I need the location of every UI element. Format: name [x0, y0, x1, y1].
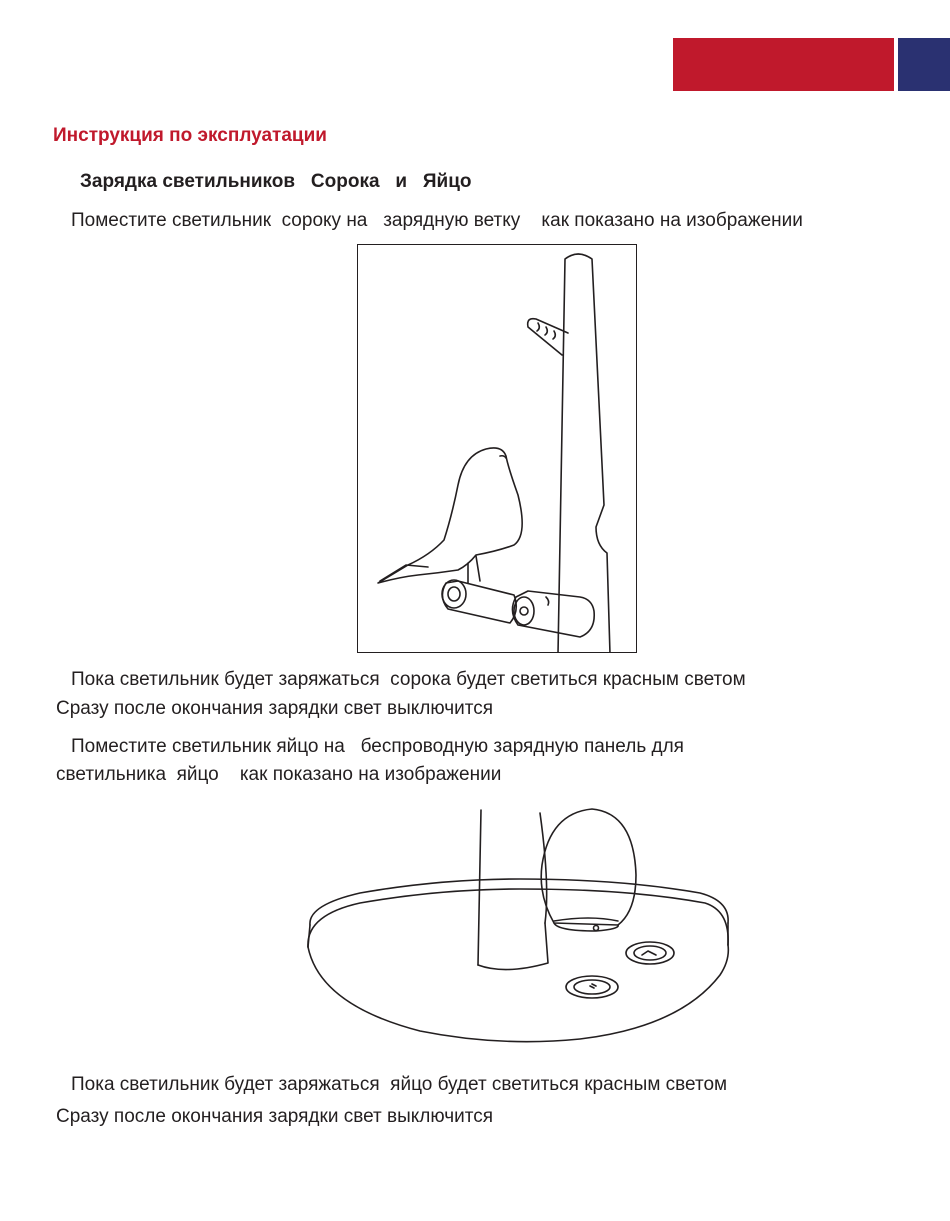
subtitle: Зарядка светильников Сорока и Яйцо	[80, 171, 472, 192]
magpie-status-line1: Пока светильник будет заряжаться сорока будет светиться красным светом	[71, 669, 746, 690]
magpie-status-line2: Сразу после окончания зарядки свет выключится	[56, 698, 493, 719]
magpie-on-branch-illustration	[357, 244, 637, 653]
header-accent-red	[673, 38, 894, 91]
egg-instruction-line1: Поместите светильник яйцо на беспроводную зарядную панель для	[71, 736, 684, 757]
header-accent-blue	[898, 38, 950, 91]
magpie-instruction: Поместите светильник сороку на зарядную ветку как показано на изображении	[71, 210, 803, 231]
egg-status-line2: Сразу после окончания зарядки свет выключится	[56, 1106, 493, 1127]
egg-on-charging-base-illustration	[300, 805, 740, 1050]
egg-instruction-line2: светильника яйцо как показано на изображении	[56, 764, 502, 785]
section-title: Инструкция по эксплуатации	[53, 125, 327, 146]
egg-status-line1: Пока светильник будет заряжаться яйцо будет светиться красным светом	[71, 1074, 728, 1095]
